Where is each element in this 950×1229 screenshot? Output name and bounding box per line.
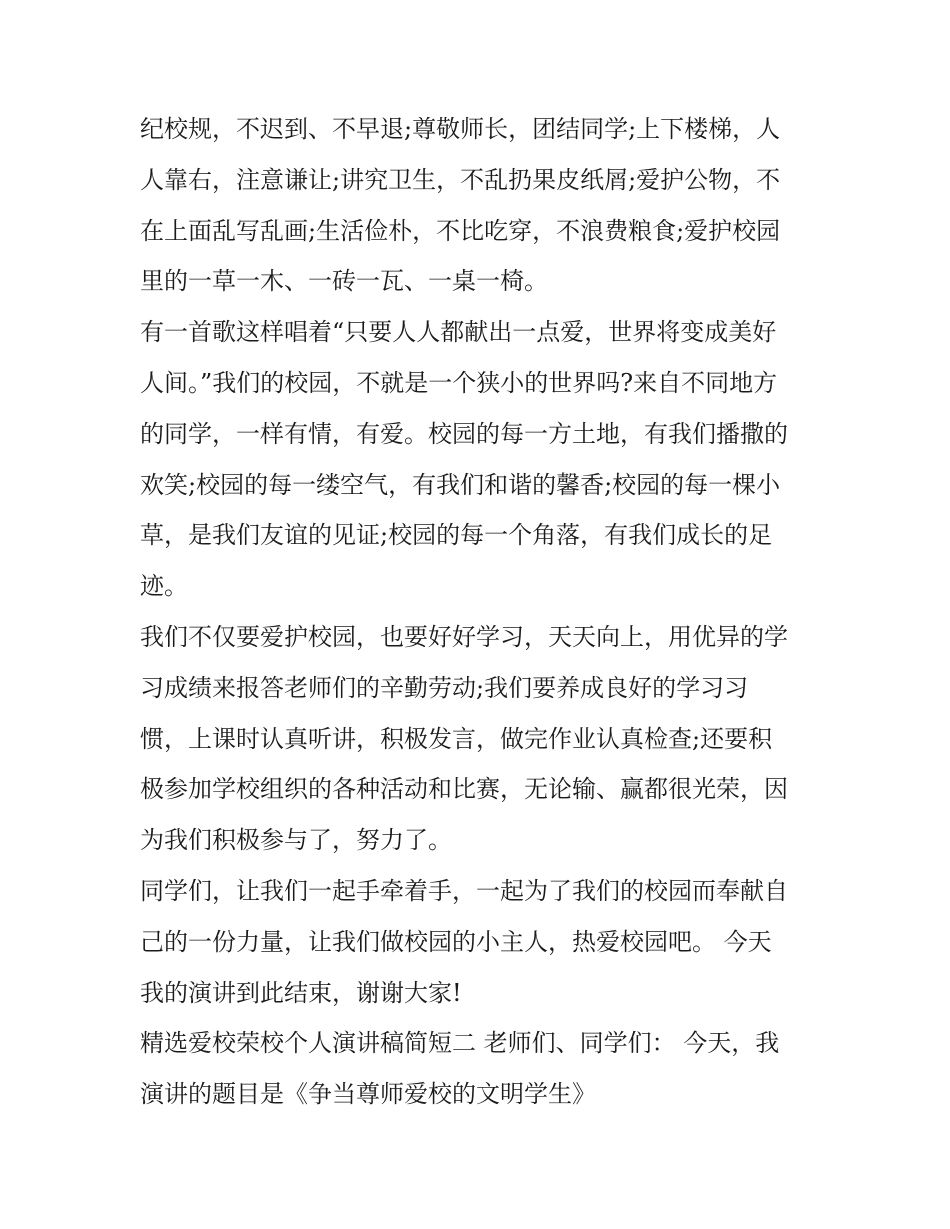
text-line: 在上面乱写乱画;生活俭朴，不比吃穿，不浪费粮食;爱护校园 (140, 216, 781, 245)
text-line: 惯，上课时认真听讲，积极发言，做完作业认真检查;还要积 (140, 724, 773, 753)
text-line: 人靠右，注意谦让;讲究卫生，不乱扔果皮纸屑;爱护公物，不 (140, 165, 781, 194)
text-line: 迹。 (140, 572, 188, 601)
text-line: 草，是我们友谊的见证;校园的每一个角落，有我们成长的足 (140, 521, 773, 550)
text-line: 我们不仅要爱护校园，也要好好学习，天天向上，用优异的学 (140, 622, 788, 651)
text-line: 我的演讲到此结束，谢谢大家! (140, 978, 462, 1007)
text-line: 演讲的题目是《争当尊师爱校的文明学生》 (140, 1080, 596, 1109)
document-body (140, 104, 820, 1120)
text-line: 有一首歌这样唱着“只要人人都献出一点爱，世界将变成美好 (140, 318, 777, 347)
text-line: 同学们，让我们一起手牵着手，一起为了我们的校园而奉献自 (140, 876, 788, 905)
text-line: 的同学，一样有情，有爱。校园的每一方土地，有我们播撒的 (140, 419, 788, 448)
text-line: 纪校规，不迟到、不早退;尊敬师长，团结同学;上下楼梯，人 (140, 115, 781, 143)
text-line: 极参加学校组织的各种活动和比赛，无论输、赢都很光荣，因 (140, 775, 788, 804)
text-line: 己的一份力量，让我们做校园的小主人，热爱校园吧。 今天 (140, 927, 772, 956)
text-line: 习成绩来报答老师们的辛勤劳动;我们要养成良好的学习习 (140, 673, 749, 702)
text-line: 里的一草一木、一砖一瓦、一桌一椅。 (140, 267, 548, 296)
text-line: 为我们积极参与了，努力了。 (140, 826, 452, 855)
text-line: 欢笑;校园的每一缕空气，有我们和谐的馨香;校园的每一棵小 (140, 470, 781, 499)
text-line: 精选爱校荣校个人演讲稿简短二 老师们、同学们： 今天，我 (140, 1029, 780, 1058)
text-line: 人间。”我们的校园，不就是一个狭小的世界吗?来自不同地方 (140, 368, 778, 397)
